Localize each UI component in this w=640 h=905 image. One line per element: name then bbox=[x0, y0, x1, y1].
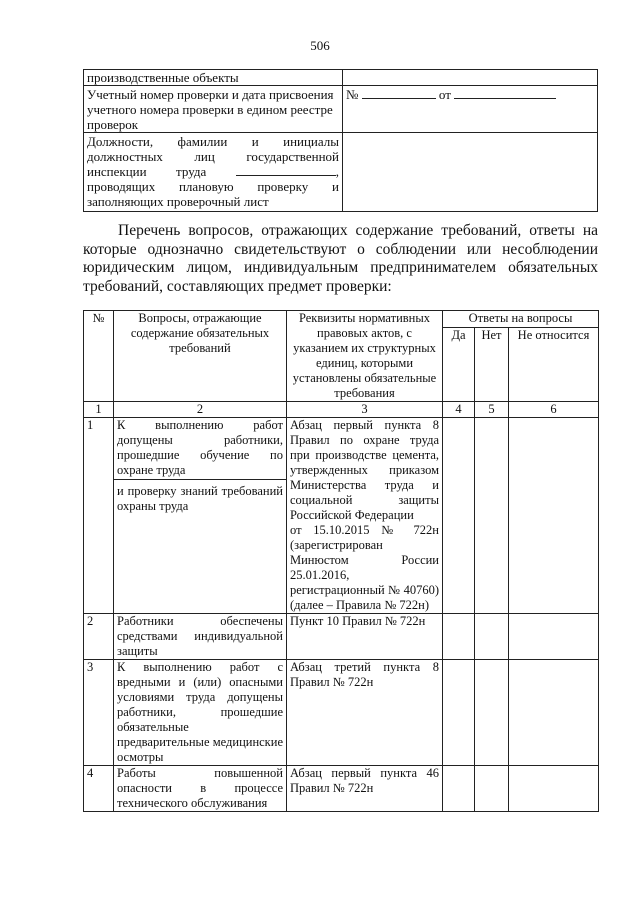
header-answers: Ответы на вопросы bbox=[443, 311, 599, 328]
row-number: 1 bbox=[84, 418, 114, 614]
answer-no-cell[interactable] bbox=[475, 614, 509, 660]
answer-na-cell[interactable] bbox=[509, 614, 599, 660]
table-row bbox=[84, 614, 599, 660]
table-row bbox=[84, 766, 599, 812]
requirements-table bbox=[83, 310, 599, 812]
header-num: № bbox=[84, 311, 114, 402]
info-value[interactable] bbox=[343, 70, 598, 86]
answer-yes-cell[interactable] bbox=[443, 418, 475, 614]
page-number: 506 bbox=[310, 38, 330, 53]
col-number: 2 bbox=[114, 402, 287, 418]
answer-na-cell[interactable] bbox=[509, 766, 599, 812]
number-blank[interactable] bbox=[362, 87, 436, 99]
row-number: 4 bbox=[84, 766, 114, 812]
info-label: Учетный номер проверки и дата присвоения учетного номера проверки в едином реестре проверок bbox=[84, 86, 343, 133]
col-number: 1 bbox=[84, 402, 114, 418]
col-number: 4 bbox=[443, 402, 475, 418]
answer-na-cell[interactable] bbox=[509, 418, 599, 614]
info-value[interactable] bbox=[343, 86, 598, 133]
intro-paragraph: Перечень вопросов, отражающих содержание требований, ответы на которые однозначно свидетельствуют о соблюдении или несоблюдении юридическим лицом, индивидуальным предпринимателем обязательных требований, составляющих предмет проверки: bbox=[83, 222, 598, 295]
info-row bbox=[84, 70, 598, 86]
info-row bbox=[84, 133, 598, 212]
requisite-text: Абзац первый пункта 8 Правил по охране труда при производстве цемента, утвержденных приказом Министерства труда и социальной защиты Российской Федерации bbox=[290, 418, 439, 522]
answer-no-cell[interactable] bbox=[475, 660, 509, 766]
date-label: от bbox=[438, 87, 451, 102]
inspection-info-table bbox=[83, 69, 598, 212]
requisite-text-continued: от 15.10.2015 № 722н (зарегистрирован Минюстом России 25.01.2016, регистрационный № 40760) (далее – Правила № 722н) bbox=[290, 523, 439, 612]
number-label: № bbox=[346, 87, 359, 102]
requisite-cell: Абзац первый пункта 46 Правил № 722н bbox=[287, 766, 443, 812]
officials-label-comma: , bbox=[335, 164, 339, 179]
header-questions: Вопросы, отражающие содержание обязательных требований bbox=[114, 311, 287, 402]
info-value[interactable] bbox=[343, 133, 598, 212]
question-cell: Работники обеспечены средствами индивидуальной защиты bbox=[114, 614, 287, 660]
officials-label-part1: Должности, фамилии и инициалы должностных лиц государственной инспекции труда bbox=[87, 134, 339, 179]
header-no: Нет bbox=[475, 328, 509, 402]
header-na: Не относится bbox=[509, 328, 599, 402]
date-blank[interactable] bbox=[454, 87, 556, 99]
answer-na-cell[interactable] bbox=[509, 660, 599, 766]
question-cell: К выполнению работ с вредными и (или) опасными условиями труда допущены работники, прошедшие обязательные предварительные медицинские осмотры bbox=[114, 660, 287, 766]
question-text-continued: и проверку знаний требований охраны труда bbox=[117, 484, 283, 513]
col-number: 5 bbox=[475, 402, 509, 418]
row-number: 2 bbox=[84, 614, 114, 660]
header-yes: Да bbox=[443, 328, 475, 402]
requisite-cell: Абзац третий пункта 8 Правил № 722н bbox=[287, 660, 443, 766]
answer-yes-cell[interactable] bbox=[443, 766, 475, 812]
table-row bbox=[84, 418, 599, 614]
info-label: производственные объекты bbox=[84, 70, 343, 86]
answer-yes-cell[interactable] bbox=[443, 614, 475, 660]
officials-label-part3: проводящих плановую проверку и заполняющих проверочный лист bbox=[87, 179, 339, 209]
question-cell bbox=[114, 418, 287, 614]
question-cell: Работы повышенной опасности в процессе технического обслуживания bbox=[114, 766, 287, 812]
answer-no-cell[interactable] bbox=[475, 766, 509, 812]
column-number-row bbox=[84, 402, 599, 418]
row-number: 3 bbox=[84, 660, 114, 766]
table-header-row bbox=[84, 311, 599, 328]
answer-yes-cell[interactable] bbox=[443, 660, 475, 766]
info-row bbox=[84, 86, 598, 133]
answer-no-cell[interactable] bbox=[475, 418, 509, 614]
table-row bbox=[84, 660, 599, 766]
col-number: 3 bbox=[287, 402, 443, 418]
question-text: К выполнению работ допущены работники, прошедшие обучение по охране труда bbox=[114, 418, 286, 480]
requisite-cell: Пункт 10 Правил № 722н bbox=[287, 614, 443, 660]
officials-blank[interactable] bbox=[236, 164, 336, 176]
header-requisites: Реквизиты нормативных правовых актов, с указанием их структурных единиц, которыми установлены обязательные требования bbox=[287, 311, 443, 402]
requisite-cell bbox=[287, 418, 443, 614]
col-number: 6 bbox=[509, 402, 599, 418]
info-label bbox=[84, 133, 343, 212]
